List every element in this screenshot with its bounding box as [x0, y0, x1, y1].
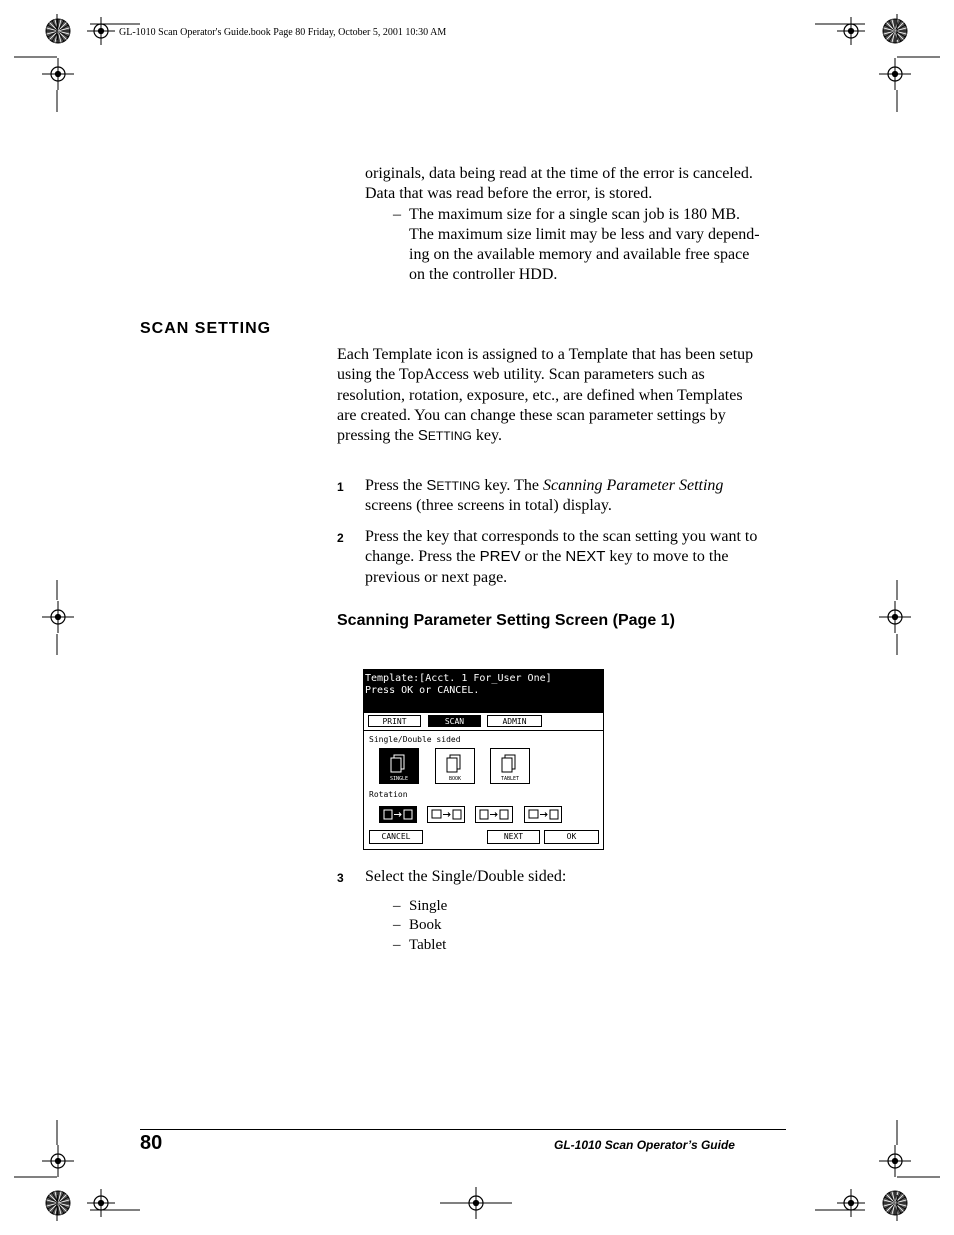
rotation-270-button[interactable] — [524, 806, 562, 823]
option-single: Single — [409, 898, 448, 914]
bullet-line: on the controller HDD. — [409, 266, 558, 284]
setting-key-rest: ETTING — [427, 429, 472, 444]
bullet-line: ing on the available memory and available free space — [409, 246, 750, 264]
next-button[interactable]: NEXT — [487, 830, 540, 844]
rotate-arrow-icon — [525, 807, 561, 822]
footer-rule — [140, 1129, 786, 1130]
step-line: previous or next page. — [365, 568, 508, 586]
rotation-0-button[interactable] — [379, 806, 417, 823]
document-icon — [380, 751, 418, 777]
tab-scan[interactable]: SCAN — [428, 715, 481, 727]
intro-paragraph — [365, 164, 795, 286]
registration-dot — [892, 71, 898, 77]
tablet-caption: TABLET — [500, 776, 520, 782]
step-text: key. The — [480, 477, 543, 494]
prompt-message: Press OK or CANCEL. — [365, 685, 480, 696]
registration-dot — [55, 1158, 61, 1164]
option-tablet: Tablet — [409, 936, 447, 953]
para-line: are created. You can change these scan parameter settings by — [337, 406, 726, 424]
rotation-180-button[interactable] — [475, 806, 513, 823]
screen-subheading: Scanning Parameter Setting Screen (Page 1) — [337, 612, 675, 629]
scan-parameter-screen — [363, 669, 604, 850]
step-line: Press the key that corresponds to the scan setting you want to — [365, 528, 758, 545]
step-line — [365, 476, 805, 496]
step-number: 1 — [337, 480, 344, 494]
registration-dot — [55, 71, 61, 77]
single-sided-button[interactable] — [379, 748, 419, 784]
list-item — [393, 936, 447, 955]
registration-dot — [848, 1200, 854, 1206]
rotation-90-button[interactable] — [427, 806, 465, 823]
rotation-label: Rotation — [369, 790, 408, 799]
list-item — [393, 916, 447, 935]
cancel-button[interactable]: CANCEL — [369, 830, 423, 844]
step-3-text: Select the Single/Double sided: — [365, 868, 567, 885]
step-number: 2 — [337, 531, 344, 545]
para-line: Each Template icon is assigned to a Template that has been setup — [337, 346, 754, 363]
step-text: Press the — [365, 477, 427, 494]
registration-dot — [892, 1158, 898, 1164]
setting-key-first: S — [417, 427, 428, 445]
option-book: Book — [409, 917, 442, 934]
tab-admin[interactable]: ADMIN — [487, 715, 542, 727]
para-text: key. — [471, 427, 502, 445]
para-text: pressing the — [337, 427, 418, 445]
book-header-info: GL-1010 Scan Operator's Guide.book Page 80 Friday, October 5, 2001 10:30 AM — [119, 27, 447, 38]
intro-line-2: Data that was read before the error, is stored. — [365, 185, 653, 203]
step-line — [365, 547, 805, 567]
ok-button[interactable]: OK — [544, 830, 599, 844]
rotate-arrow-icon — [428, 807, 464, 822]
intro-bullet — [393, 205, 795, 286]
para-line: using the TopAccess web utility. Scan parameters such as — [337, 366, 705, 384]
registration-dot — [55, 614, 61, 620]
registration-dot — [473, 1200, 479, 1206]
next-key: NEXT — [565, 548, 606, 566]
para-line: resolution, rotation, exposure, etc., are defined when Templates — [337, 386, 743, 404]
step-text: change. Press the — [365, 548, 480, 566]
step-number: 3 — [337, 871, 344, 885]
step-text: or the — [520, 548, 566, 566]
tab-print[interactable]: PRINT — [368, 715, 421, 727]
function-tabs — [364, 713, 603, 731]
sided-options-list — [393, 897, 447, 955]
bullet-line: The maximum size limit may be less and vary depend- — [409, 225, 760, 243]
message-bar — [364, 670, 603, 713]
section-paragraph — [337, 345, 797, 446]
prev-key: PREV — [479, 548, 521, 566]
template-message: Template:[Acct. 1 For_User One] — [365, 673, 552, 684]
rotate-arrow-icon — [380, 807, 416, 822]
dash-glyph: – — [393, 917, 401, 934]
rotate-arrow-icon — [476, 807, 512, 822]
para-line-last — [337, 426, 797, 446]
intro-line-1: originals, data being read at the time of the error is canceled. — [365, 165, 753, 182]
dash-glyph: – — [393, 936, 401, 953]
dash-glyph: – — [393, 898, 401, 914]
guide-title: GL-1010 Scan Operator’s Guide — [554, 1138, 735, 1152]
tablet-button[interactable] — [490, 748, 530, 784]
step-text: key to move to the — [605, 548, 729, 566]
step-2-text — [365, 527, 805, 588]
registration-dot — [848, 28, 854, 34]
page-number: 80 — [140, 1132, 163, 1154]
setting-key-first: S — [426, 477, 437, 494]
book-button[interactable] — [435, 748, 475, 784]
screen-name-italic: Scanning Parameter Setting — [543, 477, 724, 494]
book-icon — [436, 751, 474, 777]
dash-glyph: – — [393, 205, 401, 223]
step-line: screens (three screens in total) display. — [365, 497, 612, 515]
single-caption: SINGLE — [389, 776, 409, 782]
list-item — [393, 897, 447, 916]
registration-dot — [892, 614, 898, 620]
sides-label: Single/Double sided — [369, 735, 461, 744]
tablet-icon — [491, 751, 529, 777]
section-heading: SCAN SETTING — [140, 320, 272, 337]
book-caption: BOOK — [448, 776, 462, 782]
setting-key-rest: ETTING — [436, 479, 481, 493]
registration-dot — [98, 1200, 104, 1206]
bullet-line: The maximum size for a single scan job is 180 MB. — [409, 205, 741, 223]
step-1-text — [365, 476, 805, 517]
registration-dot — [98, 28, 104, 34]
